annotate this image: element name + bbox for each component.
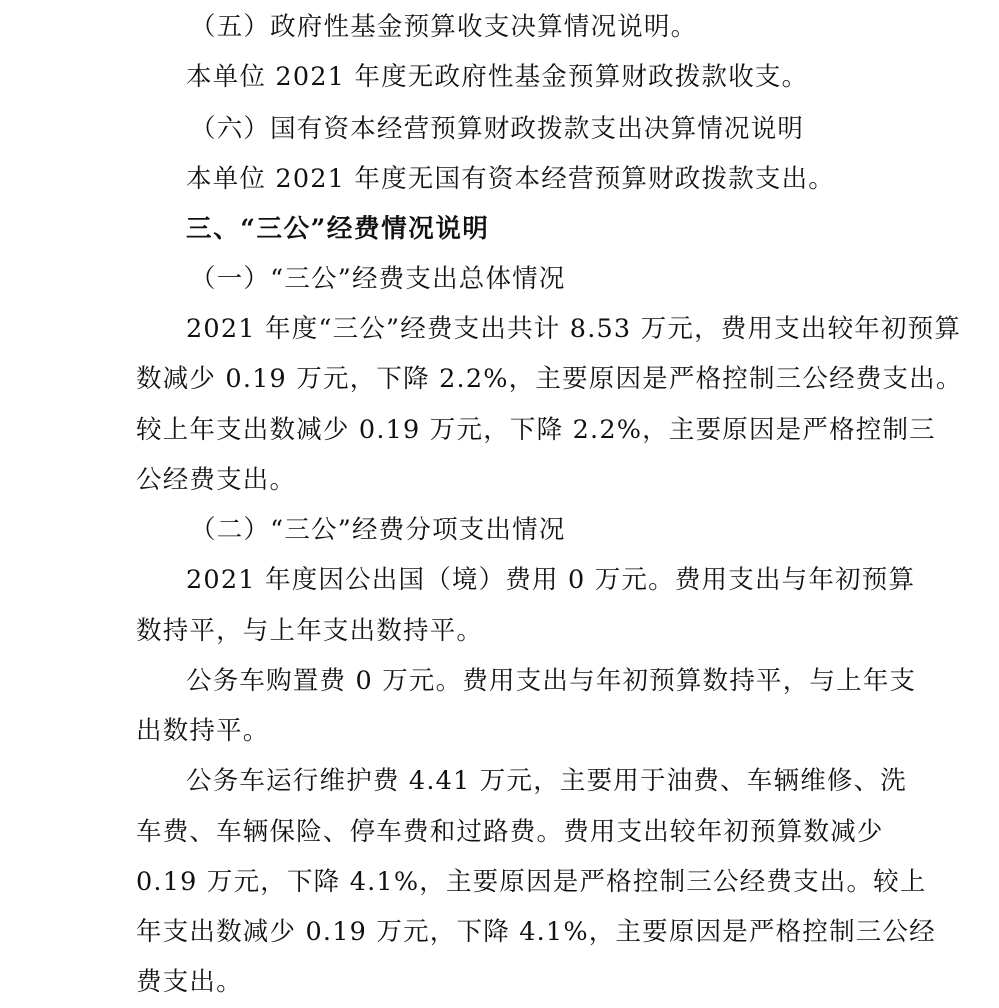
- paragraph-line: 数持平，与上年支出数持平。: [136, 616, 484, 646]
- section-heading-3: 三、“三公”经费情况说明: [186, 214, 490, 244]
- paragraph-line: 2021 年度“三公”经费支出共计 8.53 万元，费用支出较年初预算: [186, 314, 962, 344]
- paragraph-line: 本单位 2021 年度无政府性基金预算财政拨款收支。: [186, 62, 809, 92]
- paragraph-line: 出数持平。: [136, 716, 270, 746]
- paragraph-line: 数减少 0.19 万元，下降 2.2%，主要原因是严格控制三公经费支出。: [136, 364, 963, 394]
- section-heading-5: （五）政府性基金预算收支决算情况说明。: [190, 12, 698, 42]
- paragraph-line: 2021 年度因公出国（境）费用 0 万元。费用支出与年初预算: [186, 565, 916, 595]
- paragraph-line: 公经费支出。: [136, 465, 297, 495]
- paragraph-line: 年支出数减少 0.19 万元，下降 4.1%，主要原因是严格控制三公经: [136, 917, 936, 947]
- section-heading-6: （六）国有资本经营预算财政拨款支出决算情况说明: [190, 114, 805, 144]
- paragraph-line: 公务车购置费 0 万元。费用支出与年初预算数持平，与上年支: [186, 666, 917, 696]
- paragraph-line: 公务车运行维护费 4.41 万元，主要用于油费、车辆维修、洗: [186, 766, 907, 796]
- paragraph-line: 较上年支出数减少 0.19 万元，下降 2.2%，主要原因是严格控制三: [136, 415, 936, 445]
- paragraph-line: 0.19 万元，下降 4.1%，主要原因是严格控制三公经费支出。较上: [136, 867, 927, 897]
- paragraph-line: 本单位 2021 年度无国有资本经营预算财政拨款支出。: [186, 164, 836, 194]
- paragraph-line: 车费、车辆保险、停车费和过路费。费用支出较年初预算数减少: [136, 817, 884, 847]
- subsection-heading-1: （一）“三公”经费支出总体情况: [190, 264, 566, 294]
- paragraph-line: 费支出。: [136, 967, 243, 997]
- subsection-heading-2: （二）“三公”经费分项支出情况: [190, 515, 566, 545]
